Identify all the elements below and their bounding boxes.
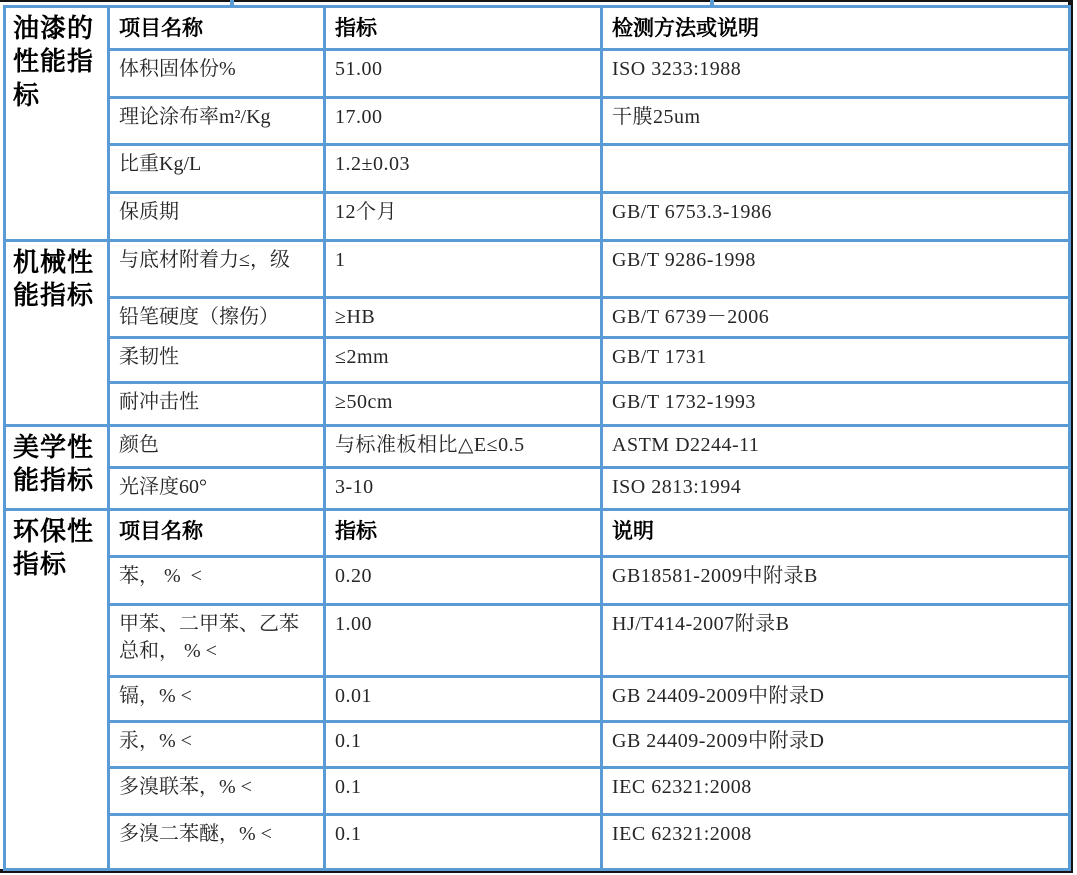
cell-indicator-value: 1.2±0.03: [325, 145, 602, 193]
column-header-method: 检测方法或说明: [602, 7, 1070, 50]
spec-table: [3, 5, 1071, 871]
cell-method: GB 24409-2009中附录D: [602, 677, 1070, 722]
cell-method: IEC 62321:2008: [602, 815, 1070, 870]
cell-indicator-value: 0.1: [325, 722, 602, 768]
cell-item-name: 光泽度60°: [109, 468, 325, 510]
cell-indicator-value: 1: [325, 241, 602, 298]
cell-item-name: 多溴二苯醚，% <: [109, 815, 325, 870]
group-label-environmental: 环保性指标: [5, 510, 109, 870]
group-label-paint-performance: 油漆的性能指标: [5, 7, 109, 241]
cell-method: IEC 62321:2008: [602, 768, 1070, 815]
cell-item-name: 汞，% <: [109, 722, 325, 768]
cell-method: GB/T 6739－2006: [602, 298, 1070, 338]
cell-indicator-value: 0.1: [325, 815, 602, 870]
cell-indicator-value: 12个月: [325, 193, 602, 241]
cell-item-name: 多溴联苯，% <: [109, 768, 325, 815]
table-row: [5, 468, 1070, 510]
cell-item-name: 镉，% <: [109, 677, 325, 722]
table-row: [5, 768, 1070, 815]
cell-item-name: 甲苯、二甲苯、乙苯总和， % <: [109, 605, 325, 677]
table-row: [5, 557, 1070, 605]
table-row: [5, 815, 1070, 870]
cell-method: ISO 2813:1994: [602, 468, 1070, 510]
column-header-indicator: 指标: [325, 510, 602, 557]
cell-method: ASTM D2244-11: [602, 426, 1070, 468]
table-row: [5, 677, 1070, 722]
cell-indicator-value: ≥50cm: [325, 383, 602, 426]
cell-method: 干膜25um: [602, 98, 1070, 145]
cell-item-name: 铅笔硬度（擦伤）: [109, 298, 325, 338]
cell-method: ISO 3233:1988: [602, 50, 1070, 98]
group-label-aesthetic: 美学性能指标: [5, 426, 109, 510]
table-row: [5, 298, 1070, 338]
cell-indicator-value: ≥HB: [325, 298, 602, 338]
cell-indicator-value: 51.00: [325, 50, 602, 98]
cell-method: HJ/T414-2007附录B: [602, 605, 1070, 677]
column-header-indicator: 指标: [325, 7, 602, 50]
cell-indicator-value: ≤2mm: [325, 338, 602, 383]
cell-indicator-value: 与标准板相比△E≤0.5: [325, 426, 602, 468]
table-row: [5, 193, 1070, 241]
cell-method: GB18581-2009中附录B: [602, 557, 1070, 605]
cell-method: [602, 145, 1070, 193]
table-row: [5, 98, 1070, 145]
table-row: [5, 50, 1070, 98]
cell-item-name: 颜色: [109, 426, 325, 468]
cell-method: GB/T 6753.3-1986: [602, 193, 1070, 241]
table-row: [5, 145, 1070, 193]
column-header-item-name: 项目名称: [109, 510, 325, 557]
cell-method: GB/T 1732-1993: [602, 383, 1070, 426]
cell-item-name: 比重Kg/L: [109, 145, 325, 193]
cell-method: GB/T 1731: [602, 338, 1070, 383]
column-header-description: 说明: [602, 510, 1070, 557]
table-row: [5, 241, 1070, 298]
cell-item-name: 柔韧性: [109, 338, 325, 383]
cell-item-name: 耐冲击性: [109, 383, 325, 426]
cell-method: GB/T 9286-1998: [602, 241, 1070, 298]
cell-indicator-value: 0.1: [325, 768, 602, 815]
cell-item-name: 理论涂布率m²/Kg: [109, 98, 325, 145]
cell-item-name: 体积固体份%: [109, 50, 325, 98]
group-label-mechanical: 机械性能指标: [5, 241, 109, 426]
table-row: [5, 605, 1070, 677]
cell-indicator-value: 0.01: [325, 677, 602, 722]
table-row: [5, 426, 1070, 468]
cell-indicator-value: 17.00: [325, 98, 602, 145]
cell-indicator-value: 3-10: [325, 468, 602, 510]
table-row: [5, 722, 1070, 768]
cell-item-name: 苯， % <: [109, 557, 325, 605]
table-row: [5, 338, 1070, 383]
cell-indicator-value: 0.20: [325, 557, 602, 605]
cell-item-name: 保质期: [109, 193, 325, 241]
cell-method: GB 24409-2009中附录D: [602, 722, 1070, 768]
cell-item-name: 与底材附着力≤，级: [109, 241, 325, 298]
cell-indicator-value: 1.00: [325, 605, 602, 677]
column-header-item-name: 项目名称: [109, 7, 325, 50]
table-row: [5, 383, 1070, 426]
